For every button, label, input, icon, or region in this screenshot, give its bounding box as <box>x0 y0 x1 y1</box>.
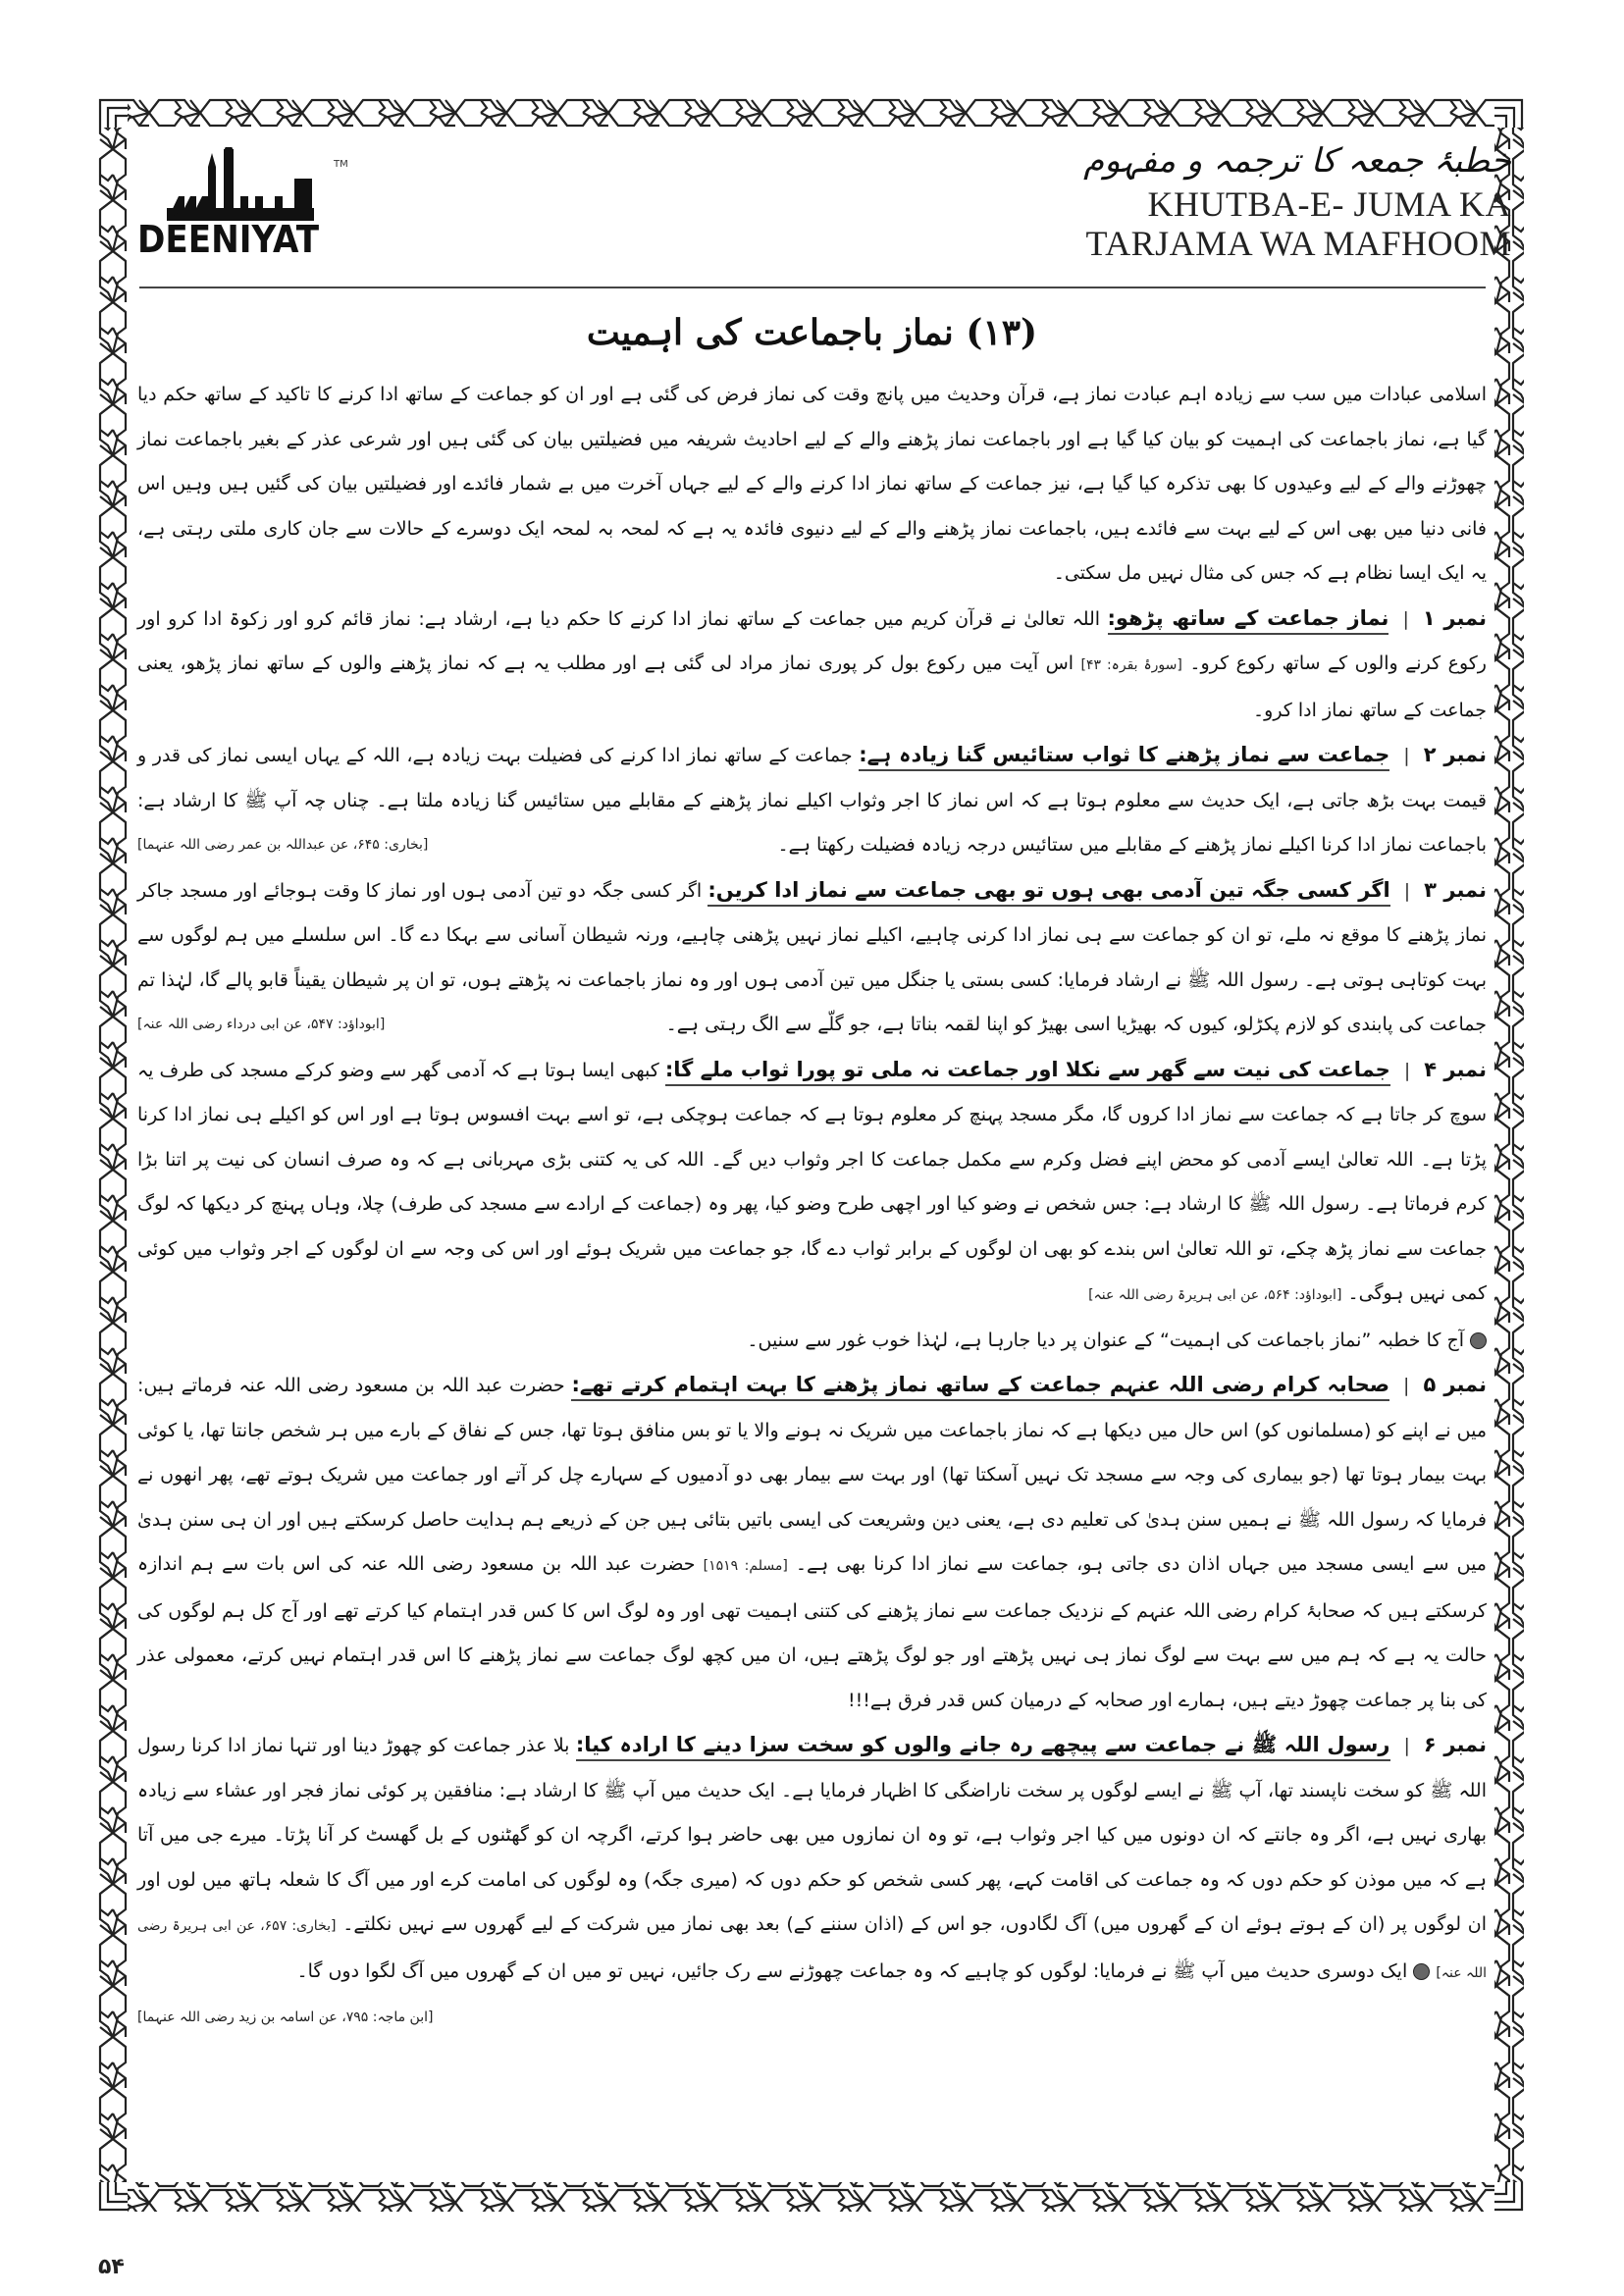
citation: [ابن ماجہ: ۷۹۵، عن اسامہ بن زید رضی اللہ عنہما] <box>137 2009 434 2025</box>
section-number: نمبر ۱ <box>1422 605 1487 630</box>
citation: [بخاری: ۶۴۵، عن عبداللہ بن عمر رضی اللہ عنہما] <box>137 837 429 853</box>
article-body <box>137 373 1487 2041</box>
section-separator: | <box>1402 607 1409 630</box>
section-separator: | <box>1403 745 1410 766</box>
series-title-english-line2: TARJAMA WA MAFHOOM <box>1085 224 1511 263</box>
note-text: آج کا خطبہ ”نماز باجماعت کی اہمیت“ کے عنوان پر دیا جارہا ہے، لہٰذا خوب غور سے سنیں۔ <box>747 1329 1464 1351</box>
section-5 <box>137 1363 1487 1723</box>
section-text: جماعت کے ساتھ نماز ادا کرنے کی فضیلت بہت زیادہ ہے، اللہ کے یہاں ایسی نماز کی قدر و قیمت بہت بڑھ جاتی ہے، ایک حدیث سے معلوم ہوتا ہے کہ اس نماز کا اجر وثواب اکیلے نماز پڑھنے کے مقابلے میں ستائیس گنا زیادہ ملتا ہے۔ چناں چہ آپ ﷺ کا ارشاد ہے: باجماعت نماز ادا کرنا اکیلے نماز پڑھنے کے مقابلے میں ستائیس درجہ زیادہ فضیلت رکھتا ہے۔ <box>137 745 1487 856</box>
deeniyat-logo <box>137 147 348 275</box>
section-separator: | <box>1403 879 1411 902</box>
section-4 <box>137 1048 1487 1319</box>
section-text-continued: حضرت عبد اللہ بن مسعود رضی اللہ عنہ کی اس بات سے ہم اندازہ کرسکتے ہیں کہ صحابۂ کرام رضی اللہ عنہم کے نزدیک جماعت سے نماز پڑھنے کی کتنی اہمیت تھی اور وہ لوگ اس کا کس قدر اہتمام کیا کرتے تھے اور آج کل ہم لوگوں کی حالت یہ ہے کہ ہم میں سے بہت سے لوگ نماز ہی نہیں پڑھتے اور جو لوگ پڑھتے ہیں، ان میں کچھ لوگ جماعت سے نماز پڑھنے کا اس قدر اہتمام نہیں کرتے، معمولی عذر کی بنا پر جماعت چھوڑ دیتے ہیں، ہمارے اور صحابہ کے درمیان کس قدر فرق ہے!!! <box>137 1553 1487 1711</box>
logo-wordmark: DEENIYAT <box>137 218 320 261</box>
section-1 <box>137 597 1487 734</box>
page-number: ۵۴ <box>98 2255 125 2279</box>
citation: [بخاری: ۶۵۷، عن ابی ہریرۃ رضی اللہ عنہ] <box>137 1918 1487 1981</box>
intro-paragraph: اسلامی عبادات میں سب سے زیادہ اہم عبادت نماز ہے، قرآن وحدیث میں پانچ وقت کی نماز فرض کی گئی ہے اور ان کو جماعت کے ساتھ ادا کرنے کا تاکید کے ساتھ حکم دیا گیا ہے، نماز باجماعت کی اہمیت کو بیان کیا گیا ہے اور باجماعت نماز پڑھنے والے کے لیے احادیث شریفہ میں فضیلتیں بیان کی گئی ہیں اور شرعی عذر کے بغیر باجماعت نماز چھوڑنے والے کے لیے وعیدوں کا بھی تذکرہ کیا گیا ہے، نیز جماعت کے ساتھ نماز ادا کرنے والے کے لیے جہاں آخرت میں بے شمار فائدے اور فضیلتیں بیان کی گئیں ہیں وہیں اس فانی دنیا میں بھی اس کے لیے بہت سے فائدے ہیں، باجماعت نماز پڑھنے والے کے لیے دنیوی فائدہ یہ ہے کہ لمحہ بہ لمحہ ایک دوسرے کے حالات سے جان کاری ملتی رہتی ہے، یہ ایک ایسا نظام ہے کہ جس کی مثال نہیں مل سکتی۔ <box>137 384 1487 584</box>
header-divider <box>139 287 1486 288</box>
section-heading: جماعت سے نماز پڑھنے کا ثواب ستائیس گنا زیادہ ہے: <box>859 743 1390 766</box>
series-title-english-line1: KHUTBA-E- JUMA KA <box>1147 184 1511 224</box>
bullet-dot-icon <box>1470 1332 1487 1349</box>
section-6 <box>137 1723 1488 2025</box>
citation: [ابوداؤد: ۵۶۴، عن ابی ہریرۃ رضی اللہ عنہ] <box>1088 1287 1342 1303</box>
section-heading: جماعت کی نیت سے گھر سے نکلا اور جماعت نہ ملی تو پورا ثواب ملے گا: <box>664 1057 1390 1081</box>
section-text-continued: ایک دوسری حدیث میں آپ ﷺ نے فرمایا: لوگوں کو چاہیے کہ وہ جماعت چھوڑنے سے رک جائیں، نہیں تو میں ان کے گھروں میں آگ لگوا دوں گا۔ <box>296 1959 1408 1982</box>
section-text-continued: اس آیت میں رکوع بول کر پوری نماز مراد لی گئی ہے اور مطلب یہ ہے کہ نماز پڑھنے والوں کے ساتھ نماز پڑھو، یعنی جماعت کے ساتھ نماز ادا کرو۔ <box>137 652 1487 721</box>
section-text: کبھی ایسا ہوتا ہے کہ آدمی گھر سے وضو کرکے مسجد کی طرف یہ سوچ کر جاتا ہے کہ جماعت سے نماز ادا کروں گا، مگر مسجد پہنچ کر معلوم ہوتا ہے کہ جماعت ہوچکی ہے، تو اسے بہت افسوس ہوتا ہے اور اس کو اکیلے ہی نماز ادا کرنا پڑتا ہے۔ اللہ تعالیٰ ایسے آدمی کو محض اپنے فضل وکرم سے مکمل جماعت کا اجر وثواب دیں گے۔ اللہ کی یہ کتنی بڑی مہربانی ہے کہ وہ صرف انسان کی نیت پر اتنا بڑا کرم فرماتا ہے۔ رسول اللہ ﷺ کا ارشاد ہے: جس شخص نے وضو کیا اور اچھی طرح وضو کیا، پھر وہ (جماعت کے ارادے سے مسجد کی طرف) چلا، وہاں پہنچ کر دیکھا کہ لوگ جماعت سے نماز پڑھ چکے، تو اللہ تعالیٰ اس بندے کو بھی ان لوگوں کے برابر ثواب دے گا، جو جماعت میں شریک ہوئے اور اس کی وجہ سے ان لوگوں کے اجر وثواب میں کوئی کمی نہیں ہوگی۔ <box>137 1059 1487 1304</box>
section-3 <box>137 868 1487 1048</box>
section-text: بلا عذر جماعت کو چھوڑ دینا اور تنہا نماز ادا کرنا رسول اللہ ﷺ کو سخت ناپسند تھا، آپ ﷺ نے ایسے لوگوں پر سخت ناراضگی کا اظہار فرمایا ہے۔ ایک حدیث میں آپ ﷺ کا ارشاد ہے: منافقین پر کوئی نماز فجر اور عشاء سے زیادہ بھاری نہیں ہے، اگر وہ جانتے کہ ان دونوں میں کیا اجر وثواب ہے، تو وہ ان نمازوں میں بھی حاضر ہوا کرتے، اگرچہ ان کو گھٹنوں کے بل گھسٹ کر آنا پڑتا۔ میرے جی میں آتا ہے کہ میں موذن کو حکم دوں کہ وہ جماعت کی اقامت کہے، پھر کسی شخص کو حکم دوں کہ (میری جگہ) وہ لوگوں کی امامت کرے اور میں آگ کا شعلہ ہاتھ میں لوں اور ان لوگوں پر (ان کے ہوتے ہوئے ان کے گھروں میں) آگ لگادوں، جو اس کے (اذان سننے کے) بعد بھی نماز میں شرکت کے لیے گھروں سے نہیں نکلتے۔ <box>137 1735 1488 1935</box>
section-separator: | <box>1403 1059 1411 1081</box>
bullet-dot-icon <box>1413 1963 1430 1980</box>
section-separator: | <box>1403 1735 1410 1756</box>
series-title-urdu: خطبۂ جمعہ کا ترجمہ و مفہوم <box>1083 141 1511 181</box>
section-text: اللہ تعالیٰ نے قرآن کریم میں جماعت کے ساتھ نماز ادا کرنے کا حکم دیا ہے، ارشاد ہے: نماز قائم کرو اور زکوۃ ادا کرو اور رکوع کرنے والوں کے ساتھ رکوع کرو۔ <box>137 607 1487 674</box>
series-title <box>1083 137 1511 263</box>
section-number: نمبر ۴ <box>1424 1057 1487 1081</box>
section-heading: اگر کسی جگہ تین آدمی بھی ہوں تو بھی جماعت سے نماز ادا کریں: <box>707 877 1390 902</box>
page-title: (۱۳) نماز باجماعت کی اہمیت <box>586 312 1038 353</box>
citation: [سورۂ بقرہ: ۴۳] <box>1080 657 1182 673</box>
section-number: نمبر ۵ <box>1423 1373 1487 1396</box>
section-text: اگر کسی جگہ دو تین آدمی ہوں اور نماز کا وقت ہوجائے اور مسجد جاکر نماز پڑھنے کا موقع نہ ملے، تو ان کو جماعت سے ہی نماز ادا کرنی چاہیے، اکیلے نماز نہیں پڑھنی چاہیے، ورنہ شیطان آسانی سے بہکا دے گا۔ اس سلسلے میں ہم لوگوں سے بہت کوتاہی ہوتی ہے۔ رسول اللہ ﷺ نے ارشاد فرمایا: کسی بستی یا جنگل میں تین آدمی ہوں اور وہ نماز باجماعت نہ پڑھتے ہوں، تو ان پر شیطان یقیناً قابو پالے گا، لہٰذا تم جماعت کی پابندی کو لازم پکڑلو، کیوں کہ بھیڑیا اسی بھیڑ کو اپنا لقمہ بناتا ہے، جو گلّے سے الگ رہتی ہے۔ <box>137 879 1487 1035</box>
trademark-symbol: TM <box>334 159 348 170</box>
section-number: نمبر ۲ <box>1423 743 1487 766</box>
section-number: نمبر ۳ <box>1424 877 1487 902</box>
section-heading: نماز جماعت کے ساتھ پڑھو: <box>1107 605 1389 630</box>
section-separator: | <box>1403 1375 1410 1396</box>
khutba-note <box>137 1319 1487 1364</box>
mosque-calligraphy-icon <box>157 147 334 226</box>
section-number: نمبر ۶ <box>1423 1733 1487 1756</box>
section-heading: صحابہ کرام رضی اللہ عنہم جماعت کے ساتھ نماز پڑھنے کا بہت اہتمام کرتے تھے: <box>571 1373 1390 1396</box>
section-heading: رسول اللہ ﷺ نے جماعت سے پیچھے رہ جانے والوں کو سخت سزا دینے کا ارادہ کیا: <box>575 1733 1390 1756</box>
section-2 <box>137 733 1487 868</box>
section-text: حضرت عبد اللہ بن مسعود رضی اللہ عنہ فرماتے ہیں: میں نے اپنے کو (مسلمانوں کو) اس حال میں دیکھا ہے کہ نماز باجماعت میں شریک نہ ہونے والا یا تو بس منافق ہوتا تھا، جس کے نفاق کے بارے میں ہر شخص جانتا تھا، یا کوئی بہت بیمار ہوتا تھا (جو بیماری کی وجہ سے مسجد تک نہیں آسکتا تھا) اور بہت سے بیمار بھی دو آدمیوں کے سہارے چل کر آتے اور جماعت میں شریک ہوتے تھے، پھر انھوں نے فرمایا کہ رسول اللہ ﷺ نے ہمیں سنن ہدیٰ کی تعلیم دی ہے، یعنی دین وشریعت کی ایسی باتیں بتائی ہیں جن کے ذریعے ہم ہدایت حاصل کرسکتے ہیں اور ان ہی سنن ہدیٰ میں سے ایسی مسجد میں جہاں اذان دی جاتی ہو، جماعت سے نماز ادا کرنا بھی ہے۔ <box>137 1375 1487 1575</box>
citation: [مسلم: ۱۵۱۹] <box>703 1558 788 1574</box>
citation: [ابوداؤد: ۵۴۷، عن ابی درداء رضی اللہ عنہ] <box>137 1017 386 1032</box>
